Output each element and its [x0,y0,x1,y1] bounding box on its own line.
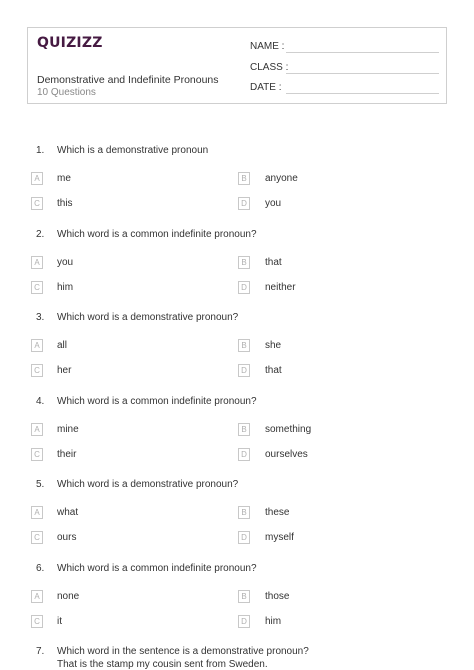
date-label: DATE : [250,82,282,93]
question-count: 10 Questions [37,87,96,98]
option-text: she [265,340,282,351]
option-letter-box[interactable]: D [238,615,250,628]
question-text: Which word is a common indefinite pronoun? [57,562,257,574]
option-letter-box[interactable]: B [238,423,250,436]
option-letter-box[interactable]: C [31,615,43,628]
option-text: me [57,173,71,184]
option-text: those [265,590,290,602]
class-label: CLASS : [250,62,289,73]
class-line[interactable] [286,73,439,74]
option-text: this [57,198,73,209]
option-letter-box[interactable]: C [31,281,43,294]
option-text: mine [57,423,79,435]
option-text: you [265,198,282,209]
question-number: 4. [36,395,45,407]
question-text: Which word is a demonstrative pronoun? [57,479,239,490]
question-text: Which word is a common indefinite pronoun? [57,228,257,240]
option-text: these [265,507,290,518]
option-letter-box[interactable]: B [238,506,250,519]
option-letter-box[interactable]: B [238,339,250,352]
option-letter-box[interactable]: C [31,197,43,210]
question-number: 5. [36,479,45,490]
question-text: Which word in the sentence is a demonstrative pronoun? [57,646,309,657]
worksheet-title: Demonstrative and Indefinite Pronouns [37,74,219,86]
question-number: 3. [36,312,45,323]
option-letter-box[interactable]: D [238,531,250,544]
option-letter-box[interactable]: A [31,506,43,519]
option-letter-box[interactable]: B [238,590,250,603]
option-text: myself [265,532,294,543]
option-text: none [57,590,80,602]
date-line[interactable] [286,93,439,94]
option-letter-box[interactable]: B [238,256,250,269]
option-text: that [265,365,282,376]
option-text: their [57,448,77,460]
option-text: neither [265,281,296,293]
name-line[interactable] [286,52,439,53]
option-letter-box[interactable]: A [31,339,43,352]
quizizz-logo: QUIZIZZ [37,35,103,51]
option-text: what [57,507,79,518]
option-letter-box[interactable]: D [238,448,250,461]
option-letter-box[interactable]: A [31,256,43,269]
question-text: Which word is a common indefinite pronoun? [57,395,257,407]
option-text: it [57,615,62,627]
option-letter-box[interactable]: C [31,531,43,544]
option-letter-box[interactable]: C [31,448,43,461]
question-number: 2. [36,228,45,240]
option-text: you [57,256,74,268]
option-letter-box[interactable]: A [31,172,43,185]
option-letter-box[interactable]: C [31,364,43,377]
question-text: Which is a demonstrative pronoun [57,145,209,156]
option-letter-box[interactable]: D [238,364,250,377]
question-number: 7. [36,646,45,657]
option-letter-box[interactable]: D [238,197,250,210]
name-label: NAME : [250,41,285,52]
option-text: that [265,256,282,268]
option-letter-box[interactable]: A [31,590,43,603]
option-letter-box[interactable]: B [238,172,250,185]
option-text: anyone [265,173,298,184]
question-text: Which word is a demonstrative pronoun? [57,312,239,323]
option-text: her [57,365,72,376]
option-text: something [265,423,312,435]
option-text: ourselves [265,448,308,460]
option-letter-box[interactable]: A [31,423,43,436]
option-text: all [57,340,68,351]
worksheet-header [27,27,447,104]
option-text: him [57,281,74,293]
option-text: ours [57,532,77,543]
option-letter-box[interactable]: D [238,281,250,294]
question-number: 1. [36,145,45,156]
question-number: 6. [36,562,45,574]
option-text: him [265,615,282,627]
question-sentence: That is the stamp my cousin sent from Sweden. [57,659,268,670]
